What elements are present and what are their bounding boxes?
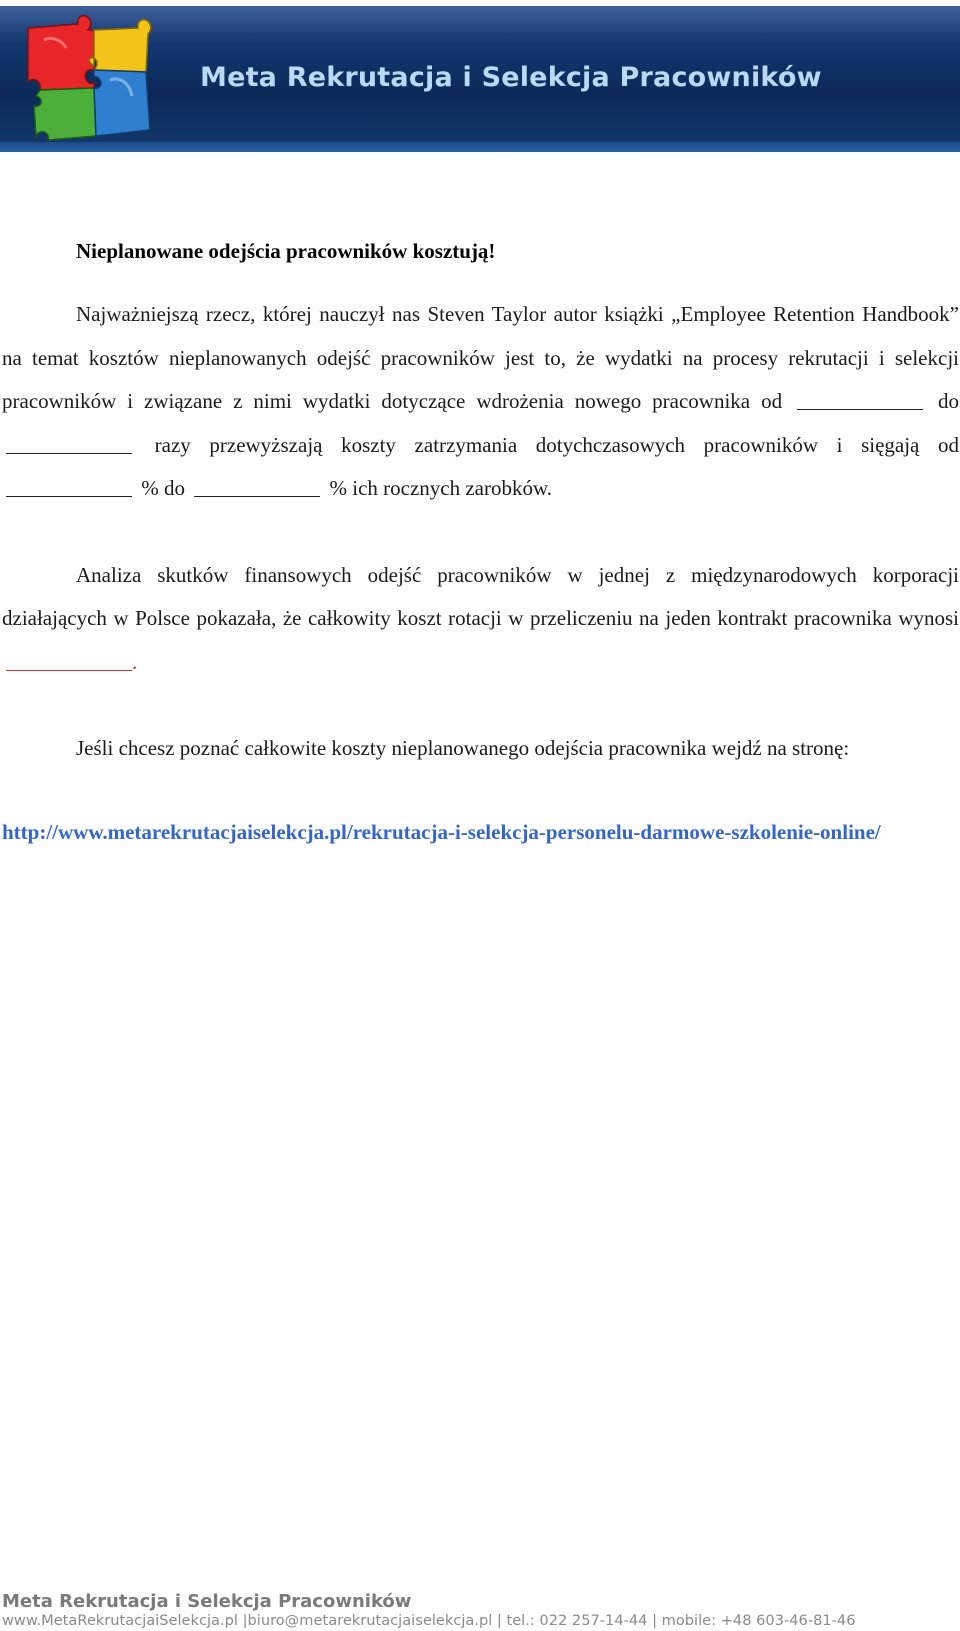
para1-text-5: % ich rocznych zarobków. bbox=[329, 476, 553, 500]
document-heading: Nieplanowane odejścia pracowników kosztują! bbox=[76, 239, 496, 263]
header-banner bbox=[0, 6, 960, 152]
paragraph-analysis bbox=[2, 554, 959, 685]
para1-text-1: Najważniejszą rzecz, której nauczył nas Steven Taylor autor książki „Employee Retention Handbook” na temat kosztów nieplanowanych odejść pracowników jest to, że wydatki na procesy rekrutacji i selekcji pracowników i związane z nimi wydatki dotyczące wdrożenia nowego pracownika od bbox=[2, 302, 959, 413]
blank-field-to[interactable] bbox=[6, 452, 132, 454]
para1-text-4: % do bbox=[141, 476, 185, 500]
para2-end: . bbox=[132, 649, 138, 674]
blank-field-percent-to[interactable] bbox=[194, 495, 320, 497]
footer-title: Meta Rekrutacja i Selekcja Pracowników bbox=[2, 1591, 412, 1612]
footer-contact: www.MetaRekrutacjaiSelekcja.pl |biuro@metarekrutacjaiselekcja.pl | tel.: 022 257-14-44 | mobile: +48 603-46-81-46 bbox=[2, 1612, 856, 1629]
para2-text: Analiza skutków finansowych odejść pracowników w jednej z międzynarodowych korporacji działających w Polsce pokazała, że całkowity koszt rotacji w przeliczeniu na jeden kontrakt pracownika wynosi bbox=[2, 562, 959, 630]
banner-title: Meta Rekrutacja i Selekcja Pracowników bbox=[200, 62, 822, 93]
para1-text-2: do bbox=[938, 389, 959, 413]
paragraph-visit: Jeśli chcesz poznać całkowite koszty nieplanowanego odejścia pracownika wejdź na stronę: bbox=[76, 736, 850, 760]
para1-text-3: razy przewyższają koszty zatrzymania dotychczasowych pracowników i sięgają od bbox=[154, 432, 959, 457]
page-footer bbox=[2, 1592, 856, 1630]
paragraph-cost-ratio bbox=[2, 293, 959, 511]
blank-field-from[interactable] bbox=[797, 408, 923, 410]
blank-field-total-cost[interactable] bbox=[6, 669, 132, 671]
blank-field-percent-from[interactable] bbox=[6, 495, 132, 497]
puzzle-logo-icon bbox=[20, 10, 170, 150]
document-body bbox=[2, 230, 959, 854]
training-link[interactable]: http://www.metarekrutacjaiselekcja.pl/rekrutacja-i-selekcja-personelu-darmowe-szkolenie-online/ bbox=[2, 819, 881, 844]
